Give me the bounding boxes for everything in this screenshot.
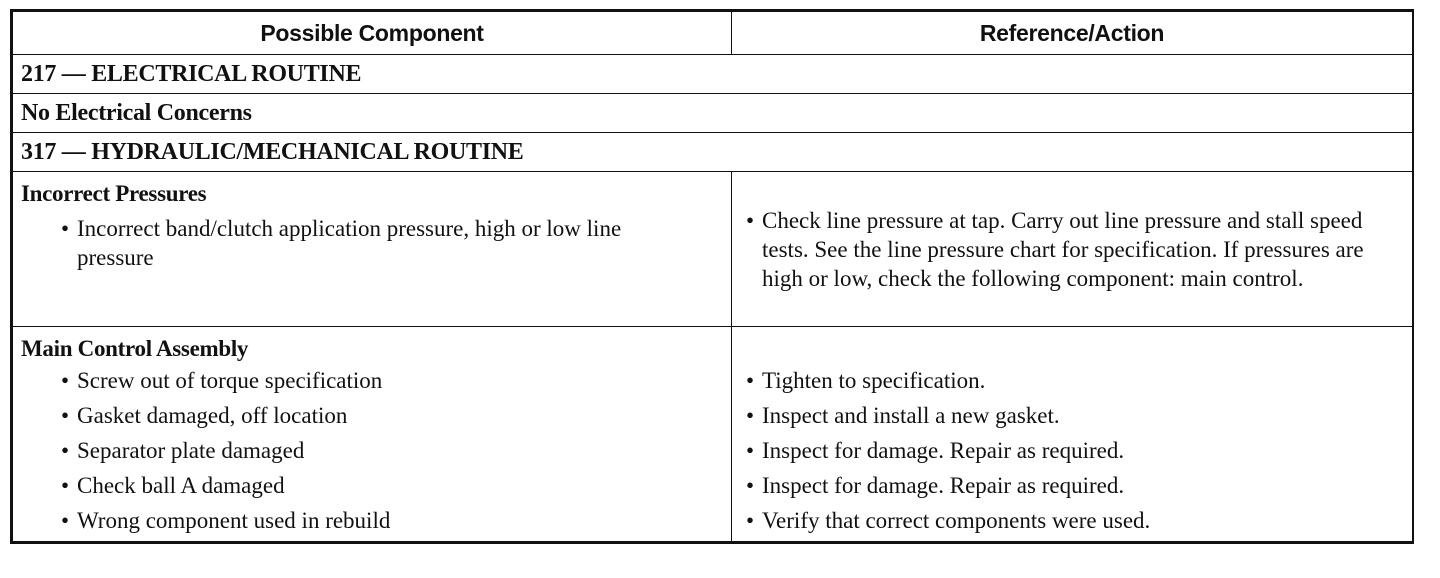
section-row [13, 94, 1413, 133]
group-row-main-control-assembly [13, 327, 1413, 542]
component-item: • Incorrect band/clutch application pressure, high or low line pressure [13, 208, 731, 272]
section-electrical-routine: 217 — ELECTRICAL ROUTINE [13, 55, 1413, 94]
header-reference-action: Reference/Action [732, 12, 1413, 55]
section-hydraulic-mechanical-routine: 317 — HYDRAULIC/MECHANICAL ROUTINE [13, 133, 1413, 172]
section-row [13, 133, 1413, 172]
group-title: Incorrect Pressures [21, 181, 207, 206]
component-item: • Wrong component used in rebuild [13, 503, 731, 538]
group-title: Main Control Assembly [21, 336, 249, 361]
component-item: • Check ball A damaged [13, 468, 731, 503]
action-cell [732, 172, 1413, 327]
action-item: • Inspect for damage. Repair as required. [746, 468, 1412, 503]
routine-table [12, 11, 1413, 542]
component-cell [13, 172, 732, 327]
section-no-electrical-concerns: No Electrical Concerns [13, 94, 1413, 133]
component-item: • Gasket damaged, off location [13, 398, 731, 433]
component-item: • Screw out of torque specification [13, 363, 731, 398]
action-item: • Verify that correct components were used. [746, 503, 1412, 538]
header-possible-component: Possible Component [13, 12, 732, 55]
component-item: • Separator plate damaged [13, 433, 731, 468]
action-list [732, 363, 1412, 538]
group-row-incorrect-pressures [13, 172, 1413, 327]
header-row [13, 12, 1413, 55]
action-item: • Inspect for damage. Repair as required. [746, 433, 1412, 468]
action-item: • Tighten to specification. [746, 363, 1412, 398]
component-list [13, 363, 731, 538]
diagnostic-table [10, 9, 1414, 544]
action-cell [732, 327, 1413, 542]
component-cell [13, 327, 732, 542]
action-item: • Inspect and install a new gasket. [746, 398, 1412, 433]
action-list [732, 200, 1412, 293]
action-item: • Check line pressure at tap. Carry out line pressure and stall speed tests. See the line pressure chart for specification. If pressures are high or low, check the following component: main control. [746, 200, 1412, 293]
component-list [13, 208, 731, 272]
section-row [13, 55, 1413, 94]
